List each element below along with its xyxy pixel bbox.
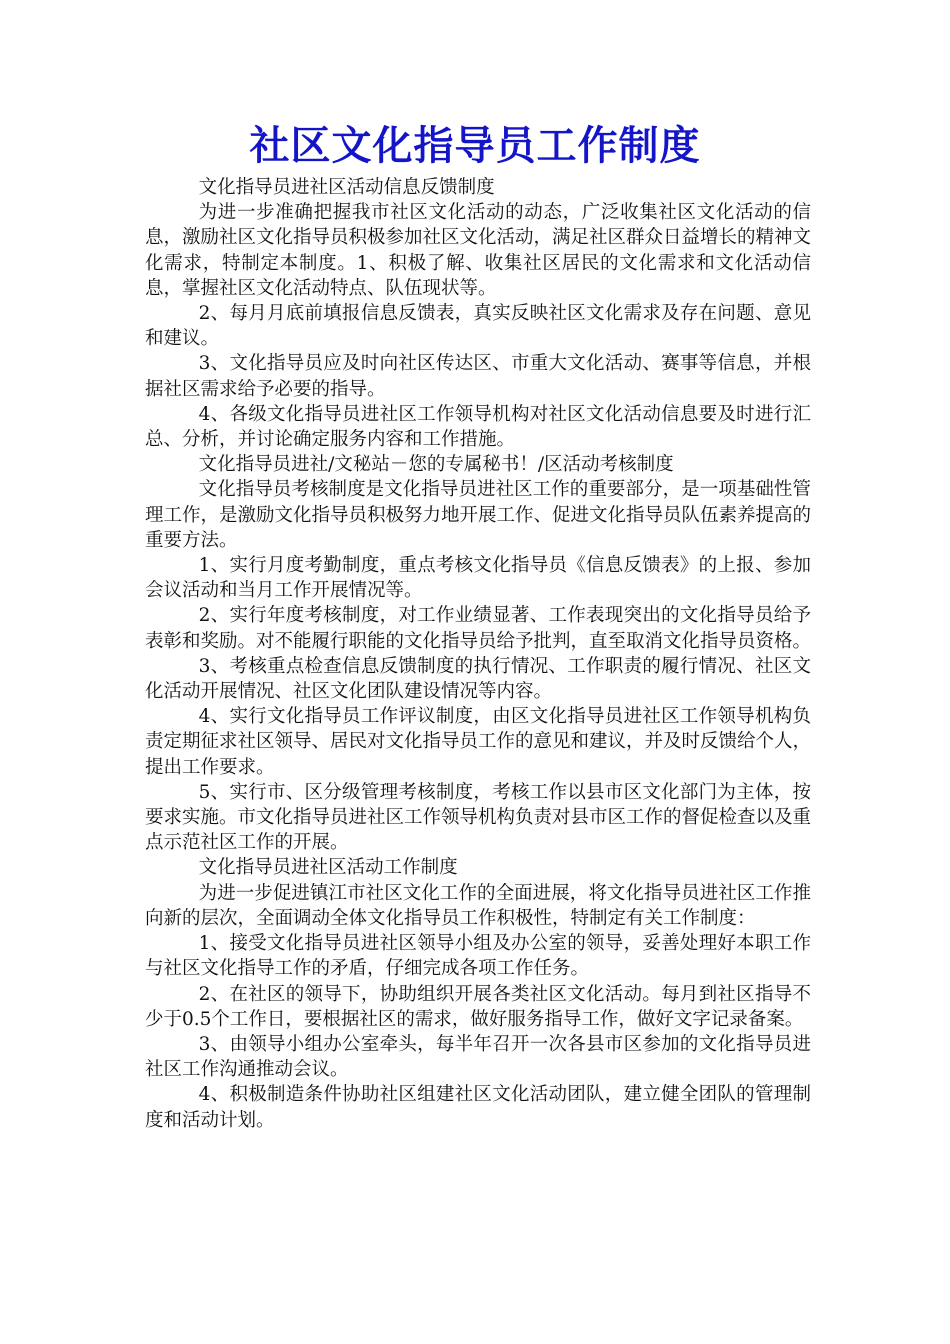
paragraph: 3、考核重点检查信息反馈制度的执行情况、工作职责的履行情况、社区文化活动开展情况、社区文化团队建设情况等内容。: [145, 655, 811, 703]
paragraph: 1、接受文化指导员进社区领导小组及办公室的领导，妥善处理好本职工作与社区文化指导工作的矛盾，仔细完成各项工作任务。: [145, 933, 811, 980]
paragraph: 文化指导员考核制度是文化指导员进社区工作的重要部分，是一项基础性管理工作，是激励文化指导员积极努力地开展工作、促进文化指导员队伍素养提高的重要方法。: [145, 479, 812, 551]
section-heading-feedback: 文化指导员进社区活动信息反馈制度: [198, 177, 495, 198]
paragraph: 2、在社区的领导下，协助组织开展各类社区文化活动。每月到社区指导不少于0.5个工作日，要根据社区的需求，做好服务指导工作，做好文字记录备案。: [145, 983, 811, 1030]
paragraph: 4、积极制造条件协助社区组建社区文化活动团队，建立健全团队的管理制度和活动计划。: [145, 1084, 811, 1131]
paragraph: 3、由领导小组办公室牵头，每半年召开一次各县市区参加的文化指导员进社区工作沟通推动会议。: [145, 1033, 811, 1081]
paragraph: 为进一步促进镇江市社区文化工作的全面进展，将文化指导员进社区工作推向新的层次，全面调动全体文化指导员工作积极性，特制定有关工作制度：: [145, 882, 811, 929]
document-body: [145, 175, 811, 1133]
paragraph: 1、实行月度考勤制度，重点考核文化指导员《信息反馈表》的上报、参加会议活动和当月工作开展情况等。: [145, 555, 811, 602]
paragraph: 2、实行年度考核制度，对工作业绩显著、工作表现突出的文化指导员给予表彰和奖励。对不能履行职能的文化指导员给予批判，直至取消文化指导员资格。: [145, 605, 812, 652]
paragraph: 为进一步准确把握我市社区文化活动的动态，广泛收集社区文化活动的信息，激励社区文化指导员积极参加社区文化活动，满足社区群众日益增长的精神文化需求，特制定本制度。1、积极了解、收集社区居民的文化需求和文化活动信息，掌握社区文化活动特点、队伍现状等。: [145, 202, 812, 299]
paragraph: 2、每月月底前填报信息反馈表，真实反映社区文化需求及存在问题、意见和建议。: [145, 303, 811, 350]
section-heading-assessment: 文化指导员进社/文秘站－您的专属秘书！/区活动考核制度: [198, 454, 674, 476]
section-heading-work: 文化指导员进社区活动工作制度: [198, 857, 458, 879]
paragraph: 5、实行市、区分级管理考核制度，考核工作以县市区文化部门为主体，按要求实施。市文化指导员进社区工作领导机构负责对县市区工作的督促检查以及重点示范社区工作的开展。: [145, 781, 812, 854]
paragraph: 4、各级文化指导员进社区工作领导机构对社区文化活动信息要及时进行汇总、分析，并讨论确定服务内容和工作措施。: [145, 403, 811, 451]
paragraph: 3、文化指导员应及时向社区传达区、市重大文化活动、赛事等信息，并根据社区需求给予必要的指导。: [145, 353, 811, 400]
document-title: 社区文化指导员工作制度: [249, 122, 701, 169]
paragraph: 4、实行文化指导员工作评议制度，由区文化指导员进社区工作领导机构负责定期征求社区领导、居民对文化指导员工作的意见和建议，并及时反馈给个人，提出工作要求。: [145, 706, 812, 778]
